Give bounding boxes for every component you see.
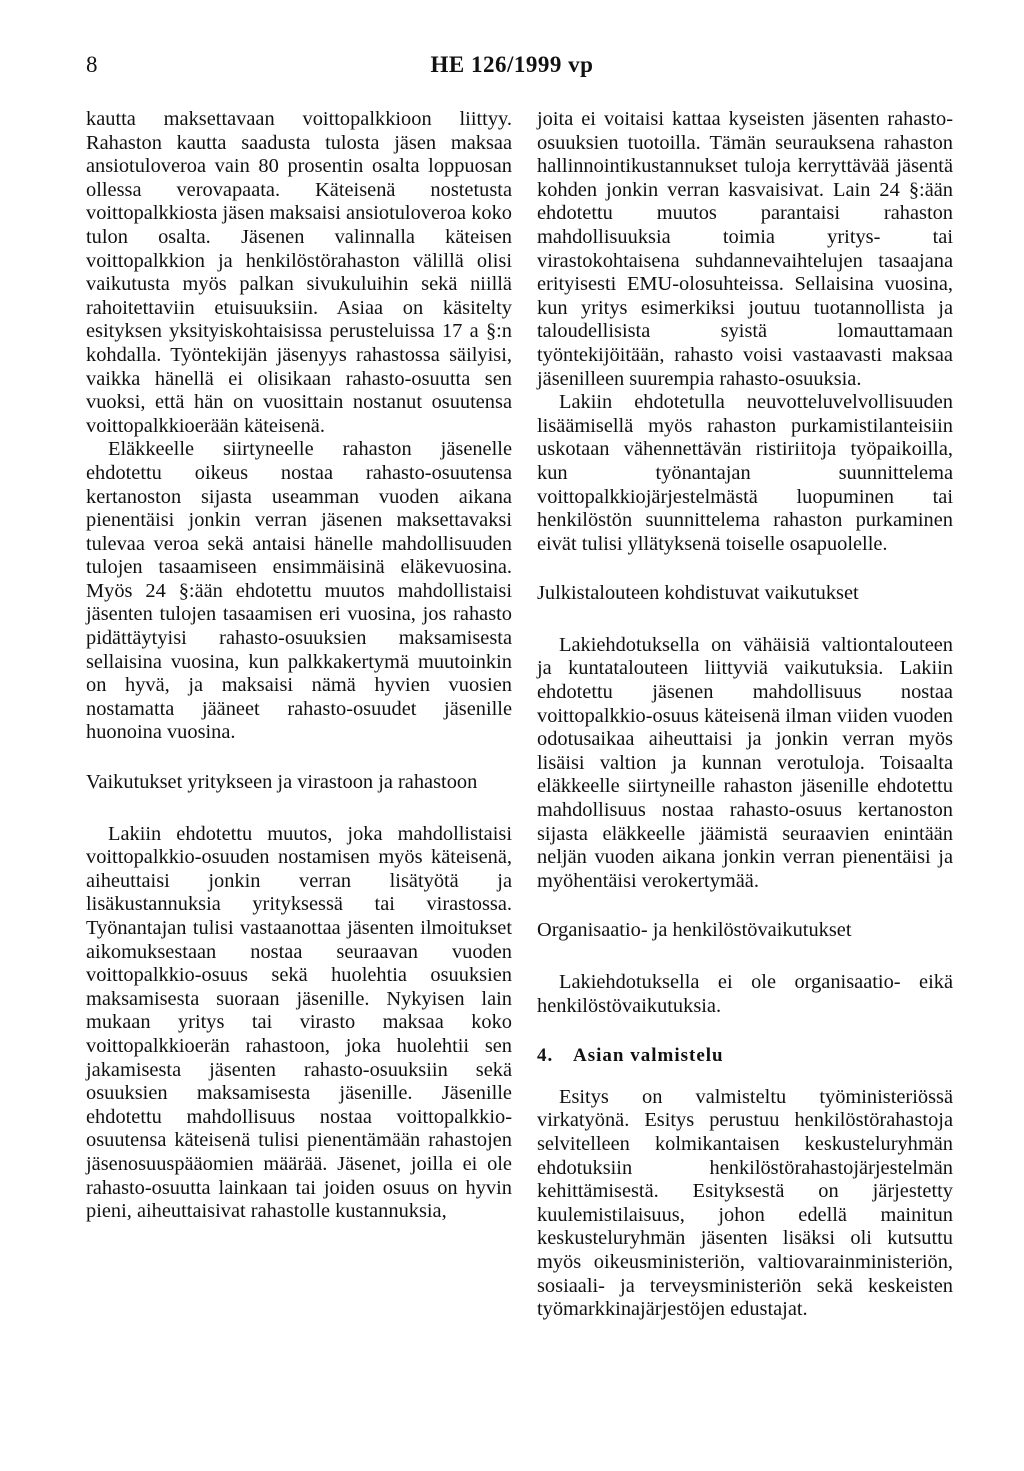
right-column bbox=[537, 108, 953, 1322]
paragraph: Esitys on valmisteltu työministeriössä virkatyönä. Esitys perustuu henkilöstörahastoja selvitelleen kolmikantaisen keskusteluryhmän ehdotuksiin henkilöstörahastojärjestelmän kehittämisestä. Esityksestä on järjestetty kuulemistilaisuus, johon edellä mainitun keskusteluryhmän jäsenten lisäksi oli kutsuttu myös oikeusministeriön, valtiovarainministeriön, sosiaali- ja terveysministeriön sekä keskeisten työmarkkinajärjestöjen edustajat. bbox=[537, 1085, 953, 1321]
page-header bbox=[0, 52, 1024, 88]
paragraph: kautta maksettavaan voittopalkkioon liittyy. Rahaston kautta saadusta tulosta jäsen maksaa ansiotuloveroa vain 80 prosentin osalta loppuosan ollessa verovapaata. Käteisenä nostetusta voittopalkkiosta jäsen maksaisi ansiotuloveroa koko tulon osalta. Jäsenen valinnalla käteisen voittopalkkion ja henkilöstörahaston välillä olisi vaikutusta myös palkan sivukuluihin sekä niillä rahoitettaviin etuisuuksiin. Asiaa on käsitelty esityksen yksityiskohtaisissa perusteluissa 17 a §:n kohdalla. Työntekijän jäsenyys rahastossa säilyisi, vaikka hänellä ei olisikaan rahasto-osuutta sen vuoksi, että hän on vuosittain nostanut osuutensa voittopalkkioerään käteisenä. bbox=[86, 108, 512, 437]
subheading: Vaikutukset yritykseen ja virastoon ja rahastoon bbox=[86, 771, 478, 794]
subheading: Julkistalouteen kohdistuvat vaikutukset bbox=[537, 582, 859, 605]
subheading: Organisaatio- ja henkilöstövaikutukset bbox=[537, 919, 852, 942]
document-id: HE 126/1999 vp bbox=[430, 52, 594, 77]
section-heading bbox=[537, 1044, 953, 1068]
section-title: Asian valmistelu bbox=[573, 1045, 724, 1067]
paragraph: Lakiehdotuksella ei ole organisaatio- eikä henkilöstövaikutuksia. bbox=[537, 971, 953, 1017]
paragraph: Lakiehdotuksella on vähäisiä valtiontalouteen ja kuntatalouteen liittyviä vaikutuksia. Lakiin ehdotettu jäsenen mahdollisuus nostaa voittopalkkio-osuus käteisenä ilman viiden vuoden odotusaikaa aiheuttaisi ja jonkin verran myös lisäisi valtion ja kunnan verotuloja. Toisaalta eläkkeelle siirtyneille rahaston jäsenille ehdotettu mahdollisuus nostaa rahasto-osuus kertanoston sijasta eläkkeelle jäämistä seuraavien enintään neljän vuoden aikana jonkin verran pienentäisi ja myöhentäisi verokertymää. bbox=[537, 633, 953, 892]
section-number: 4. bbox=[537, 1045, 554, 1067]
paragraph: joita ei voitaisi kattaa kyseisten jäsenten rahasto-osuuksien tuotoilla. Tämän seurauksena rahaston hallinnointikustannukset tuloja kerryttävää jäsentä kohden jonkin verran kasvaisivat. Lain 24 §:ään ehdotettu muutos parantaisi rahaston mahdollisuuksia toimia yritys- tai virastokohtaisena suhdannevaihtelujen tasaajana erityisesti EMU-olosuhteissa. Sellaisina vuosina, kun yritys esimerkiksi joutuu tuotannollista ja taloudellisista syistä lomauttamaan työntekijöitään, rahasto voisi vastaavasti maksaa jäsenilleen suurempia rahasto-osuuksia. bbox=[537, 108, 953, 390]
paragraph: Lakiin ehdotettu muutos, joka mahdollistaisi voittopalkkio-osuuden nostamisen myös käteisenä, aiheuttaisi jonkin verran lisätyötä ja lisäkustannuksia yrityksessä tai virastossa. Työnantajan tulisi vastaanottaa jäsenten ilmoitukset aikomuksestaan nostaa seuraavan vuoden voittopalkkio-osuus sekä huolehtia osuuksien maksamisesta suoraan jäsenille. Nykyisen lain mukaan yritys tai virasto maksaa koko voittopalkkioerän rahastoon, joka huolehtii sen jakamisesta jäsenten rahasto-osuuksiin sekä osuuksien maksamisesta jäsenille. Jäsenille ehdotettu mahdollisuus nostaa voittopalkkio-osuutensa käteisenä tulisi pienentämään rahastojen jäsenosuuspääomien määrää. Jäsenet, joilla ei ole rahasto-osuutta lainkaan tai joiden osuus on hyvin pieni, aiheuttaisivat rahastolle kustannuksia, bbox=[86, 822, 512, 1223]
page-number: 8 bbox=[86, 52, 98, 77]
paragraph: Lakiin ehdotetulla neuvotteluvelvollisuuden lisäämisellä myös rahaston purkamistilanteisiin uskotaan vähennettävän ristiriitoja työpaikoilla, kun työnantajan suunnittelema voittopalkkiojärjestelmästä luopuminen tai henkilöstön suunnittelema rahaston purkaminen eivät tulisi yllätyksenä toiselle osapuolelle. bbox=[537, 391, 953, 555]
paragraph: Eläkkeelle siirtyneelle rahaston jäsenelle ehdotettu oikeus nostaa rahasto-osuutensa kertanoston sijasta useamman vuoden aikana pienentäisi jonkin verran jäsenen maksettavaksi tulevaa veroa sekä antaisi hänelle mahdollisuuden tulojen tasaamiseen ensimmäisinä eläkevuosina. Myös 24 §:ään ehdotettu muutos mahdollistaisi jäsenten tulojen tasaamisen eri vuosina, jos rahasto pidättäytyisi rahasto-osuuksien maksamisesta sellaisina vuosina, kun palkkakertymä muutoinkin on hyvä, ja maksaisi nämä hyvien vuosien nostamatta jääneet rahasto-osuudet jäsenille huonoina vuosina. bbox=[86, 438, 512, 744]
left-column bbox=[86, 108, 512, 1224]
